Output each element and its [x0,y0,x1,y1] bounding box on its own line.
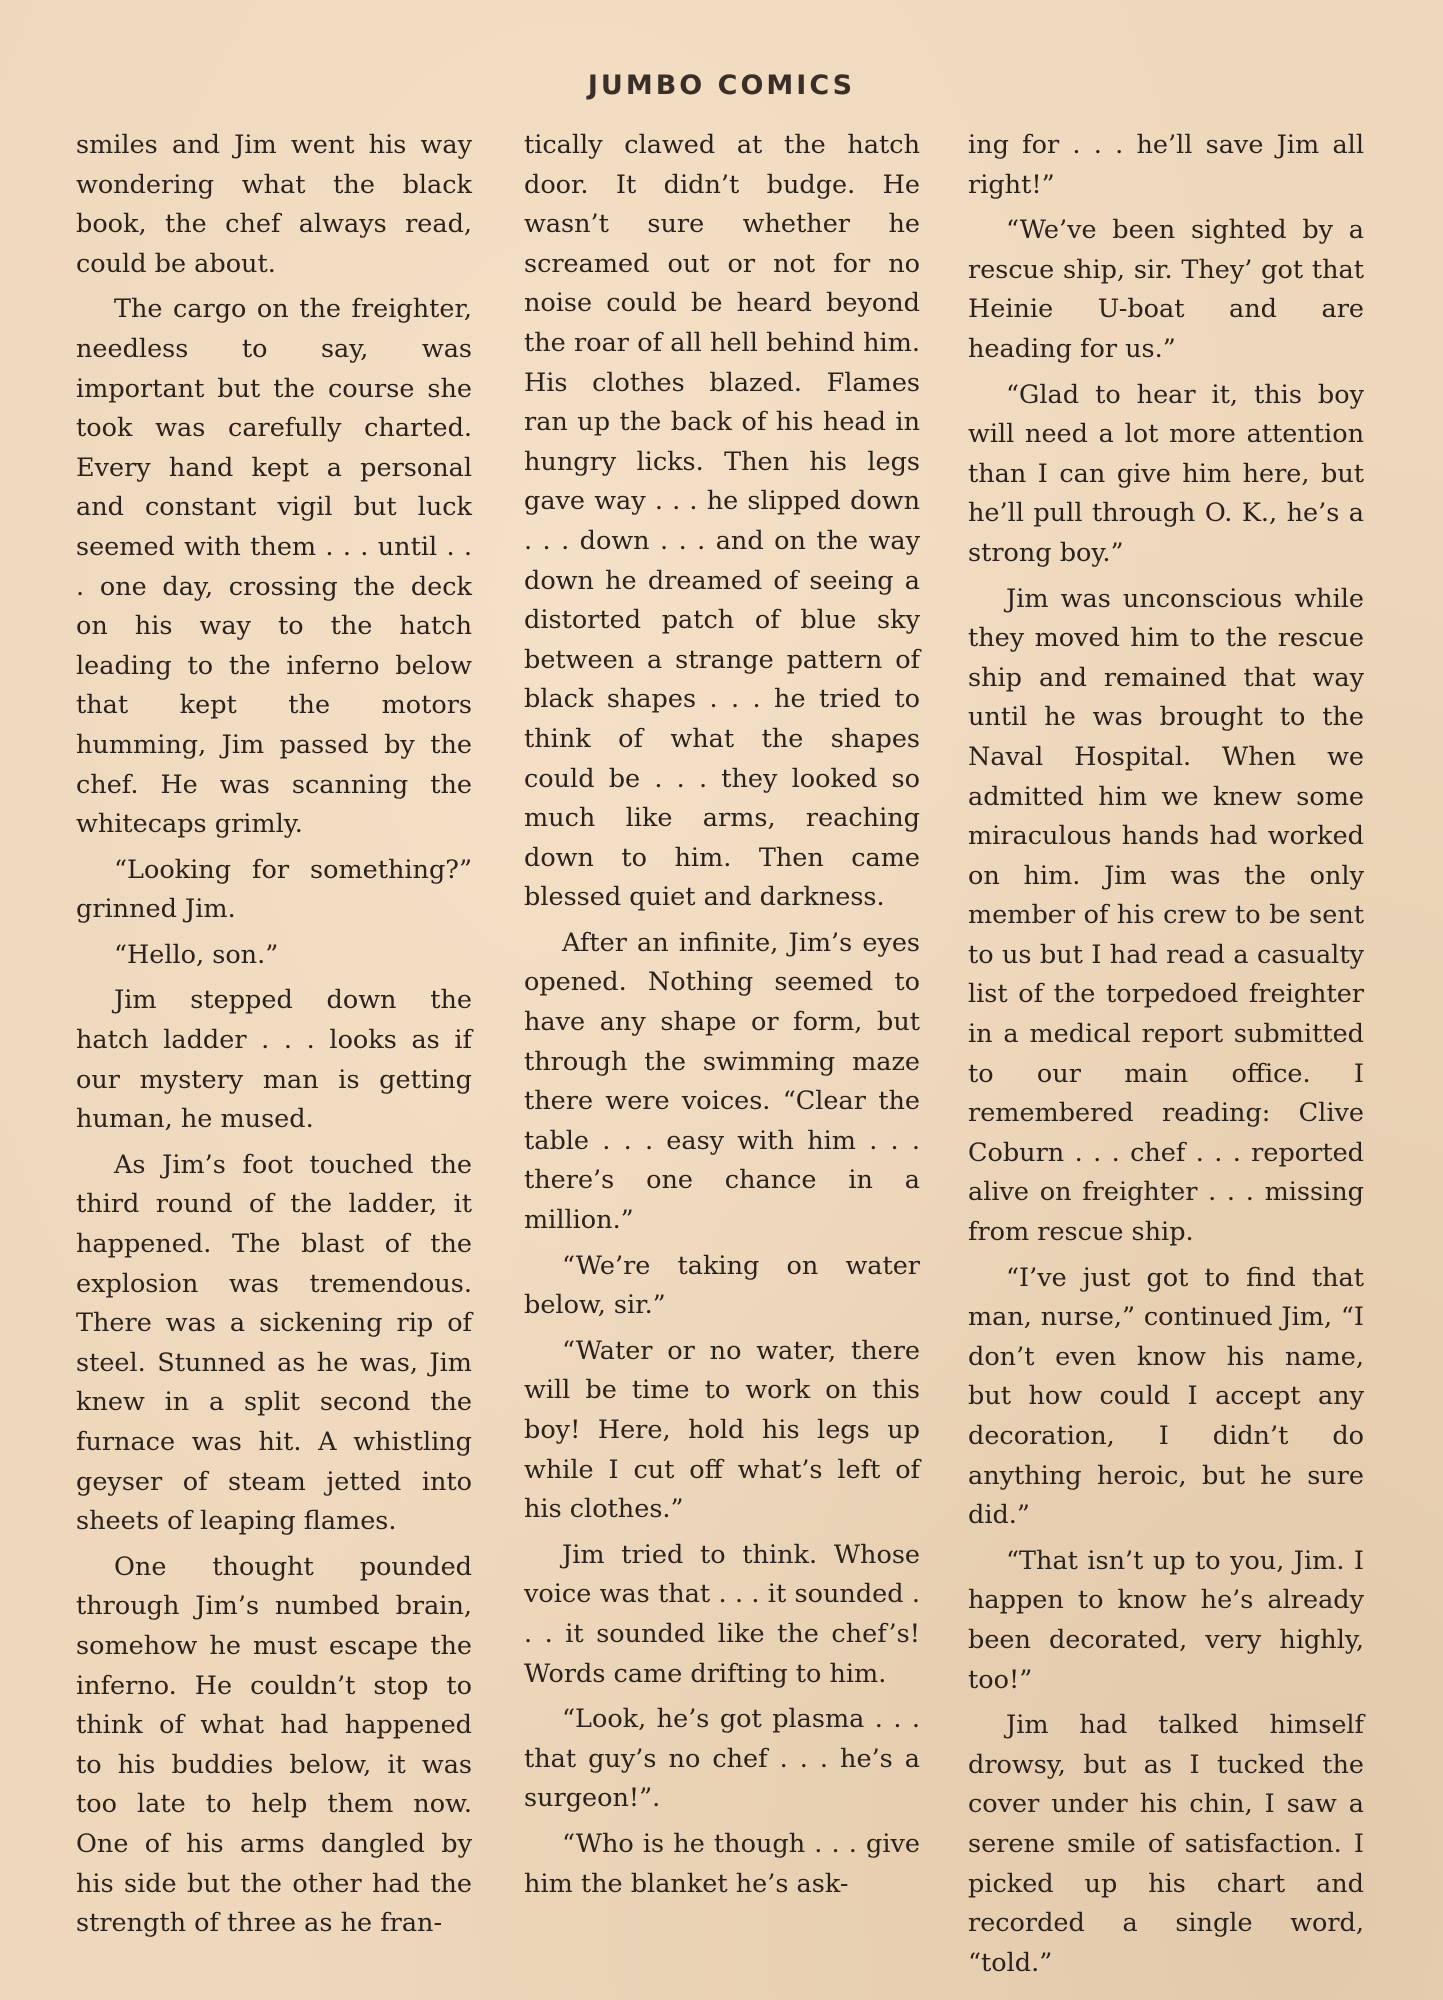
paragraph: “Water or no water, there will be time to work on this boy! Here, hold his legs up while I cut off what’s left of his clothes.” [524,1335,920,1525]
paragraph: “We’ve been sighted by a rescue ship, sir. They’ got that Heinie U-boat and are heading for us.” [968,215,1364,364]
paragraph: “I’ve just got to find that man, nurse,” continued Jim, “I don’t even know his name, but how could I accept any decoration, I didn’t do anything heroic, but he sure did.” [968,1262,1364,1531]
paragraph: “We’re taking on water below, sir.” [524,1250,920,1321]
paragraph: “Looking for something?” grinned Jim. [76,854,472,925]
paragraph: Jim had talked himself drowsy, but as I tucked the cover under his chin, I saw a serene smile of satisfaction. I picked up his chart and recorded a single word, “told.” [968,1710,1364,1978]
text-column-2 [524,126,920,1910]
paragraph: tically clawed at the hatch door. It didn’t budge. He wasn’t sure whether he screamed out or not for no noise could be heard beyond the roar of all hell behind him. His clothes blazed. Flames ran up the back of his head in hungry licks. Then his legs gave way . . . he slipped down . . . down . . . and on the way down he dreamed of seeing a distorted patch of blue sky between a strange pattern of black shapes . . . he tried to think of what the shapes could be . . . they looked so much like arms, reaching down to him. Then came blessed quiet and darkness. [524,130,920,913]
paragraph: “Hello, son.” [114,939,279,970]
paragraph: “That isn’t up to you, Jim. I happen to know he’s already been decorated, very highly, too!” [968,1545,1364,1695]
paragraph: Jim was unconscious while they moved him to the rescue ship and remained that way until he was brought to the Naval Hospital. When we admitted him we knew some miraculous hands had worked on him. Jim was the only member of his crew to be sent to us but I had read a casualty list of the torpedoed freighter in a medical report submitted to our main office. I remembered reading: Clive Coburn . . . chef . . . reported alive on freighter . . . missing from rescue ship. [968,583,1364,1248]
text-column-3 [968,126,1364,1989]
paragraph: “Look, he’s got plasma . . . that guy’s no chef . . . he’s a surgeon!”. [524,1704,920,1814]
paragraph: The cargo on the freighter, needless to say, was important but the course she took was carefully charted. Every hand kept a personal and constant vigil but luck seemed with them . . . until . . . one day, crossing the deck on his way to the hatch leading to the inferno below that kept the motors humming, Jim passed by the chef. He was scanning the whitecaps grimly. [76,294,472,840]
text-column-1 [76,126,472,1950]
paragraph: Jim stepped down the hatch ladder . . . looks as if our mystery man is getting human, he mused. [76,985,472,1135]
paragraph: As Jim’s foot touched the third round of the ladder, it happened. The blast of the explosion was tremendous. There was a sickening rip of steel. Stunned as he was, Jim knew in a split second the furnace was hit. A whistling geyser of steam jetted into sheets of leaping flames. [76,1149,472,1537]
paragraph: After an infinite, Jim’s eyes opened. Nothing seemed to have any shape or form, but through the swimming maze there were voices. “Clear the table . . . easy with him . . . there’s one chance in a million.” [524,927,920,1236]
paragraph: One thought pounded through Jim’s numbed brain, somehow he must escape the inferno. He couldn’t stop to think of what had happened to his buddies below, it was too late to help them now. One of his arms dangled by his side but the other had the strength of three as he fran- [76,1551,472,1939]
page-header: JUMBO COMICS [587,70,856,101]
paragraph: Jim tried to think. Whose voice was that . . . it sounded . . . it sounded like the chef’s! Words came drifting to him. [524,1539,920,1689]
paragraph: ing for . . . he’ll save Jim all right!” [968,130,1364,200]
paragraph: “Who is he though . . . give him the blanket he’s ask- [524,1828,920,1899]
paragraph: “Glad to hear it, this boy will need a lot more attention than I can give him here, but he’ll pull through O. K., he’s a strong boy.” [968,379,1364,568]
paragraph: smiles and Jim went his way wondering what the black book, the chef always read, could be about. [76,130,472,279]
